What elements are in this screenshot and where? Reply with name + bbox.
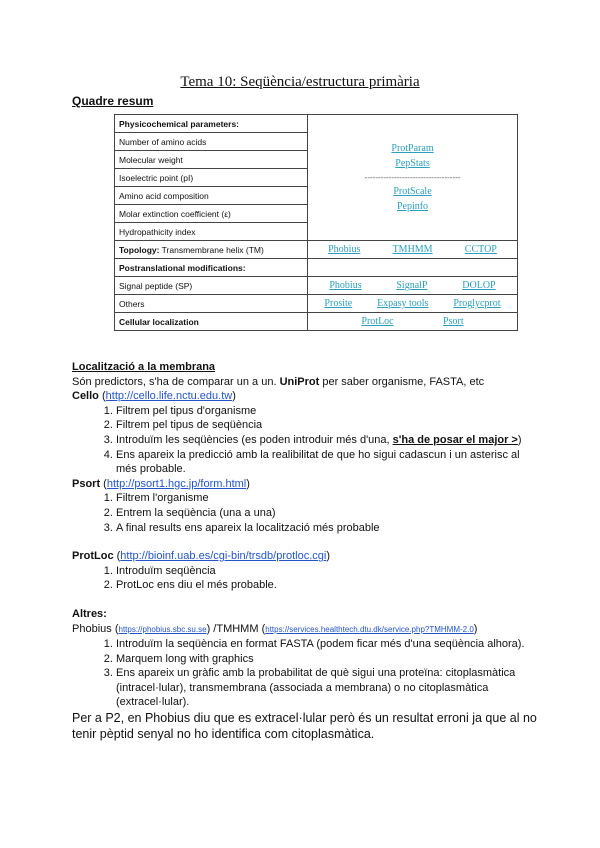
phobius-link[interactable]: Phobius — [328, 244, 361, 255]
list-item: 1. Filtrem pel tipus d'organisme — [116, 404, 542, 419]
protscale-link[interactable]: ProtScale — [393, 186, 432, 197]
others-steps — [72, 637, 542, 710]
psort-link[interactable]: Psort — [443, 316, 464, 327]
cello-steps — [72, 404, 542, 477]
psort-link[interactable]: http://psort1.hgc.jp/form.html — [106, 477, 247, 490]
divider-line: ------------------------------------ — [364, 173, 461, 182]
list-item: 4. Ens apareix la predicció amb la realibilitat de que ho sigui cadascun i un asterisc al més probable. — [116, 448, 542, 477]
dolop-link[interactable]: DOLOP — [462, 280, 496, 291]
physchem-header: Physicochemical parameters: — [115, 115, 308, 133]
topology-label: Topology: Transmembrane helix (TM) — [115, 241, 308, 259]
cellular-tools — [308, 313, 518, 331]
list-item: 2. ProtLoc ens diu el més probable. — [116, 578, 542, 593]
ptm-header: Postranslational modifications: — [115, 259, 308, 277]
empty-cell — [308, 259, 518, 277]
row-label: Amino acid composition — [115, 187, 308, 205]
membrane-heading: Localització a la membrana — [72, 361, 216, 373]
cello-line: Cello (http://cello.life.nctu.edu.tw) — [72, 390, 236, 403]
expasy-link[interactable]: Expasy tools — [377, 298, 429, 309]
membrane-intro: Són predictors, s'ha de comparar un a un. UniProt per saber organisme, FASTA, etc — [72, 375, 485, 388]
physchem-tools-cell — [308, 115, 518, 241]
phobius-line: Phobius (https://phobius.sbc.su.se) /TMHMM (https://services.healthtech.dtu.dk/service.php?TMHMM-2.0) — [72, 622, 478, 635]
row-label: Hydropathicity index — [115, 223, 308, 241]
cello-link[interactable]: http://cello.life.nctu.edu.tw — [105, 390, 233, 403]
proglycprot-link[interactable]: Proglycprot — [453, 298, 501, 309]
phobius-url-link[interactable]: https://phobius.sbc.su.se — [118, 624, 207, 634]
list-item: 3. Introduïm les seqüències (es poden introduir més d'una, s'ha de posar el major >) — [116, 433, 542, 448]
topology-tools — [308, 241, 518, 259]
protloc-steps — [72, 564, 542, 593]
pepstats-link[interactable]: PepStats — [395, 158, 430, 169]
psort-line: Psort (http://psort1.hgc.jp/form.html) — [72, 477, 250, 490]
protloc-line: ProtLoc (http://bioinf.uab.es/cgi-bin/trsdb/protloc.cgi) — [72, 550, 331, 563]
phobius-link[interactable]: Phobius — [329, 280, 362, 291]
conclusion-paragraph: Per a P2, en Phobius diu que es extracel·lular però és un resultat erroni ja que al no tenir pèptid senyal no ho identifica com citoplasmàtica. — [72, 711, 537, 742]
others-tools — [308, 295, 518, 313]
list-item: 2. Filtrem pel tipus de seqüència — [116, 418, 542, 433]
signal-label: Signal peptide (SP) — [115, 277, 308, 295]
list-item: 1. Introduïm seqüència — [116, 564, 542, 579]
row-label: Molar extinction coefficient (ε) — [115, 205, 308, 223]
list-item: 2. Marquem long with graphics — [116, 652, 542, 667]
summary-table — [114, 114, 518, 331]
others-label: Others — [115, 295, 308, 313]
signalp-link[interactable]: SignalP — [396, 280, 428, 291]
list-item: 2. Entrem la seqüència (una a una) — [116, 506, 542, 521]
pepinfo-link[interactable]: Pepinfo — [396, 201, 429, 212]
tmhmm-link[interactable]: TMHMM — [392, 244, 433, 255]
row-label: Molecular weight — [115, 151, 308, 169]
psort-steps — [72, 491, 542, 535]
row-label: Number of amino acids — [115, 133, 308, 151]
list-item: 3. Ens apareix un gràfic amb la probabilitat de què sigui una proteïna: citoplasmàtica (intracel·lular), transmembrana (associada a membrana) o no citoplasmàtica (extracel·lular). — [116, 666, 542, 710]
row-label: Isoelectric point (pI) — [115, 169, 308, 187]
cellular-label: Cellular localization — [115, 313, 308, 331]
others-heading: Altres: — [72, 607, 107, 620]
list-item: 1. Filtrem l'organisme — [116, 491, 542, 506]
page-title: Tema 10: Seqüència/estructura primària — [180, 74, 420, 90]
prosite-link[interactable]: Prosite — [324, 298, 353, 309]
list-item: 1. Introduïm la seqüència en format FASTA (podem ficar més d'una seqüència alhora). — [116, 637, 542, 652]
cctop-link[interactable]: CCTOP — [464, 244, 497, 255]
signal-tools — [308, 277, 518, 295]
tmhmm-url-link[interactable]: https://services.healthtech.dtu.dk/service.php?TMHMM-2.0 — [265, 624, 474, 634]
protparam-link[interactable]: ProtParam — [391, 143, 434, 154]
membrane-section — [72, 360, 542, 742]
list-item: 3. A final results ens apareix la localització més probable — [116, 521, 542, 536]
protloc-url-link[interactable]: http://bioinf.uab.es/cgi-bin/trsdb/protloc.cgi — [120, 550, 327, 563]
protloc-link[interactable]: ProtLoc — [361, 316, 394, 327]
summary-heading: Quadre resum — [72, 94, 154, 108]
